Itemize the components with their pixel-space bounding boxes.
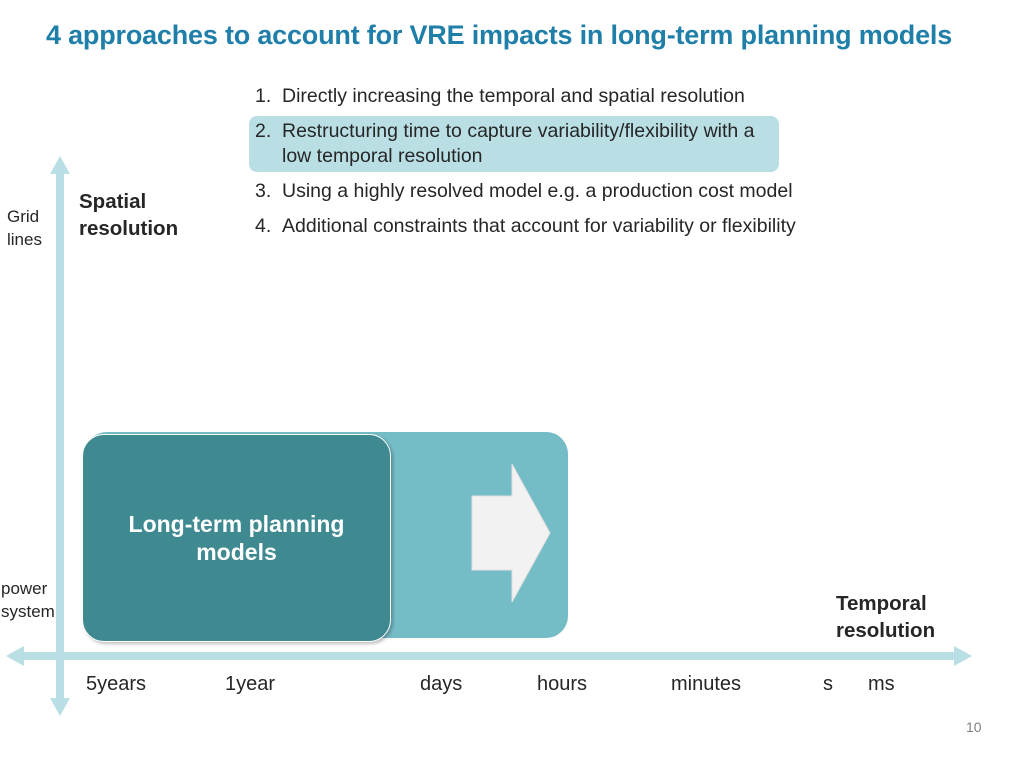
x-tick-days: days: [420, 673, 463, 695]
approach-number: 3.: [255, 180, 272, 202]
y-axis-title: Spatial resolution: [79, 190, 179, 240]
approach-item-2-highlighted: [255, 119, 955, 169]
long-term-planning-box: [82, 434, 391, 642]
page-title: 4 approaches to account for VRE impacts in long-term planning models: [46, 20, 953, 50]
approach-text: Additional constraints that account for variability or flexibility: [282, 215, 796, 237]
approach-text: Directly increasing the temporal and spatial resolution: [282, 85, 745, 107]
x-tick-minutes: minutes: [671, 673, 742, 695]
x-tick-1year: 1year: [225, 673, 276, 695]
approach-text: Restructuring time to capture variability/flexibility with a low temporal resolution: [282, 120, 755, 167]
approach-number: 1.: [255, 85, 272, 107]
x-axis-title: Temporal resolution: [836, 592, 936, 642]
x-tick-ms: ms: [868, 673, 895, 695]
box-label: Long-term planning models: [128, 511, 345, 565]
x-tick-5years: 5years: [86, 673, 147, 695]
y-axis-top-label: Grid lines: [7, 207, 42, 249]
x-tick-s: s: [823, 673, 833, 695]
page-number: 10: [966, 719, 982, 735]
approach-text: Using a highly resolved model e.g. a production cost model: [282, 180, 793, 202]
right-arrow-icon: [470, 462, 554, 604]
approach-number: 2.: [255, 120, 272, 142]
y-axis-bottom-label: power system: [1, 579, 55, 621]
horizontal-axis-arrow: [6, 646, 972, 666]
approach-number: 4.: [255, 215, 272, 237]
x-tick-hours: hours: [537, 673, 588, 695]
